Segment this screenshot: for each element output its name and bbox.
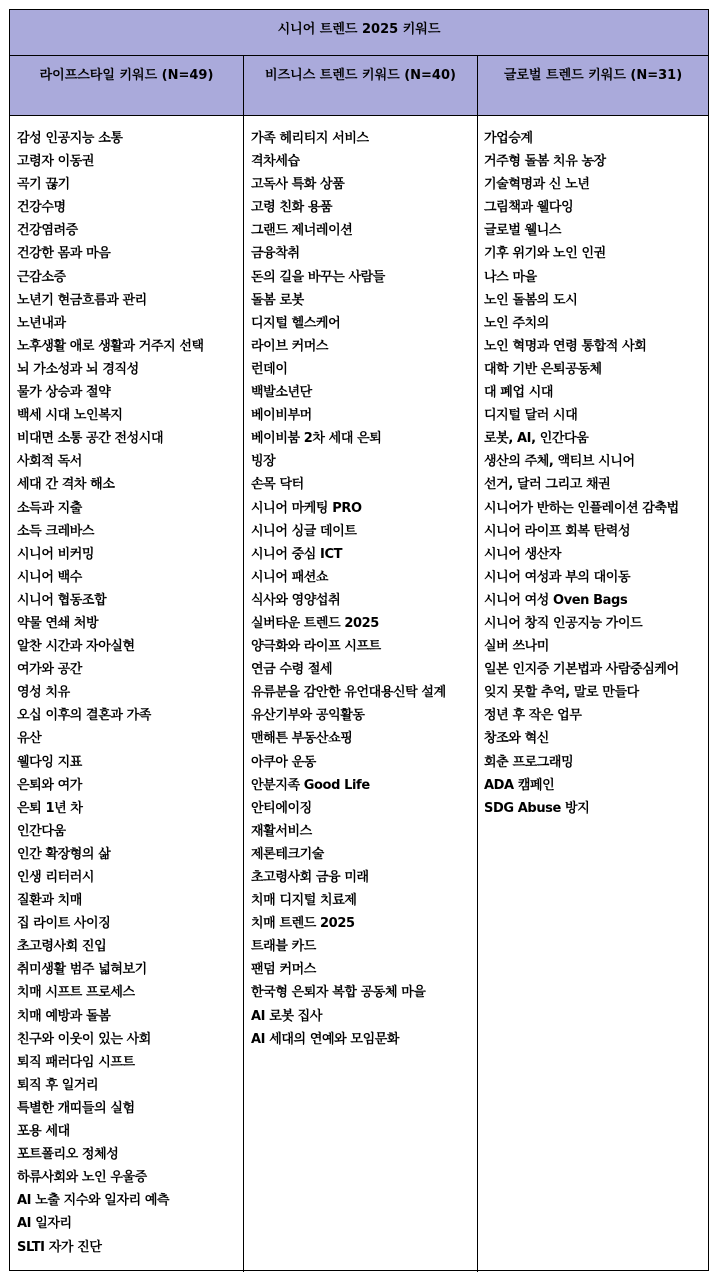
keyword-item: 노년내과 <box>17 315 66 331</box>
keyword-item: 치매 디지털 치료제 <box>251 893 357 909</box>
keyword-item: 그랜드 제너레이션 <box>251 223 353 239</box>
header-global <box>478 56 708 115</box>
keyword-item: 양극화와 라이프 시프트 <box>251 639 381 655</box>
keyword-item: 연금 수령 절세 <box>251 662 333 678</box>
keyword-item: 회춘 프로그래밍 <box>484 754 574 770</box>
keyword-item: 유산 <box>17 731 42 747</box>
keyword-item: 초고령사회 금융 미래 <box>251 870 369 885</box>
keyword-item: 시니어 여성과 부의 대이동 <box>484 569 631 585</box>
keyword-item: 백세 시대 노인복지 <box>17 408 123 424</box>
keyword-item: 돈의 길을 바꾸는 사람들 <box>251 269 385 285</box>
keyword-item: 치매 예방과 돌봄 <box>17 1008 111 1024</box>
keyword-item: 건강한 몸과 마음 <box>17 246 111 262</box>
keyword-item: 트래블 카드 <box>251 939 316 955</box>
keyword-item: 시니어 비커밍 <box>17 546 95 562</box>
keyword-item: AI 세대의 연예와 모임문화 <box>251 1031 400 1047</box>
keyword-item: 선거, 달러 그리고 채권 <box>484 477 611 493</box>
keyword-item: 대 폐업 시대 <box>484 385 554 401</box>
keyword-item: 팬덤 커머스 <box>251 962 316 978</box>
keyword-item: 가업승계 <box>484 131 533 146</box>
keyword-item: 런데이 <box>251 361 288 377</box>
global-keyword-list <box>484 127 679 820</box>
keyword-item: 시니어 협동조합 <box>17 592 107 608</box>
header-lifestyle <box>10 56 243 115</box>
keyword-item: 은퇴와 여가 <box>17 777 82 793</box>
keyword-item: SDG Abuse 방지 <box>484 800 590 816</box>
keyword-item: 고령자 이동권 <box>17 154 95 170</box>
keyword-item: 베이비붐 2차 세대 은퇴 <box>251 431 382 447</box>
keyword-item: AI 로봇 집사 <box>251 1008 322 1024</box>
keyword-item: 인생 리터러시 <box>17 870 95 885</box>
keyword-item: 빙장 <box>251 454 276 470</box>
keyword-item: 퇴직 후 일거리 <box>17 1077 99 1093</box>
keyword-item: 글로벌 웰니스 <box>484 223 562 239</box>
keyword-item: 안티에이징 <box>251 800 312 816</box>
keyword-item: 로봇, AI, 인간다움 <box>484 431 589 447</box>
keyword-item: 시니어 마케팅 PRO <box>251 500 362 516</box>
keyword-item: 영성 치유 <box>17 685 70 701</box>
keyword-item: AI 일자리 <box>17 1216 72 1232</box>
keyword-item: 가족 헤리티지 서비스 <box>251 131 369 146</box>
keyword-item: 인간 확장형의 삶 <box>17 846 111 862</box>
keyword-item: 한국형 은퇴자 복합 공동체 마을 <box>251 985 426 1001</box>
keyword-item: 디지털 달러 시대 <box>484 408 578 424</box>
keyword-item: 고독사 특화 상품 <box>251 177 345 193</box>
keyword-item: 건강염려증 <box>17 223 78 239</box>
keyword-item: 감성 인공지능 소통 <box>17 131 123 146</box>
keyword-item: 친구와 이웃이 있는 사회 <box>17 1031 151 1047</box>
keyword-item: 근감소증 <box>17 269 66 285</box>
keyword-item: 은퇴 1년 차 <box>17 800 83 816</box>
keyword-item: 오십 이후의 결혼과 가족 <box>17 708 151 724</box>
header-business <box>244 56 477 115</box>
keyword-item: 치매 시프트 프로세스 <box>17 985 135 1001</box>
keyword-item: 유류분을 감안한 유언대용신탁 설계 <box>251 685 446 701</box>
keyword-item: 사회적 독서 <box>17 454 82 470</box>
keyword-item: 하류사회와 노인 우울증 <box>17 1170 147 1186</box>
keyword-item: 실버 쓰나미 <box>484 639 549 655</box>
keyword-item: 초고령사회 진입 <box>17 939 107 955</box>
keyword-item: 질환과 치매 <box>17 893 82 909</box>
keyword-item: 기술혁명과 신 노년 <box>484 177 590 193</box>
keyword-item: 시니어 중심 ICT <box>251 546 343 562</box>
keyword-item: 금융착취 <box>251 246 300 262</box>
keyword-item: 약물 연쇄 처방 <box>17 615 99 631</box>
lifestyle-keyword-list <box>17 127 204 1259</box>
table-title: 시니어 트렌드 2025 키워드 <box>277 22 441 37</box>
keyword-item: 물가 상승과 절약 <box>17 385 111 401</box>
keyword-item: 곡기 끊기 <box>17 177 70 193</box>
keyword-item: 식사와 영양섭취 <box>251 592 341 608</box>
keyword-item: 안분지족 Good Life <box>251 777 370 793</box>
keyword-item: 시니어 패션쇼 <box>251 569 329 585</box>
keyword-item: 노인 혁명과 연령 통합적 사회 <box>484 338 647 354</box>
keyword-item: 포용 세대 <box>17 1124 70 1140</box>
keyword-item: 라이브 커머스 <box>251 338 329 354</box>
keyword-item: 노인 주치의 <box>484 315 549 331</box>
keyword-item: 재활서비스 <box>251 823 312 839</box>
keyword-item: 창조와 혁신 <box>484 731 549 747</box>
keyword-item: 특별한 개띠들의 실험 <box>17 1100 135 1116</box>
keyword-item: 기후 위기와 노인 인권 <box>484 246 606 262</box>
keyword-item: 시니어 창직 인공지능 가이드 <box>484 615 643 631</box>
keyword-item: 노인 돌봄의 도시 <box>484 292 578 308</box>
keyword-item: 시니어 싱글 데이트 <box>251 523 357 539</box>
keyword-item: 치매 트렌드 2025 <box>251 916 355 932</box>
header-business-label: 비즈니스 트렌드 키워드 (N=40) <box>265 68 456 83</box>
business-keyword-list <box>251 127 446 1051</box>
keyword-item: 취미생활 범주 넓혀보기 <box>17 962 147 978</box>
keyword-item: SLTI 자가 진단 <box>17 1239 102 1255</box>
keyword-item: 그림책과 웰다잉 <box>484 200 574 216</box>
column-divider <box>243 56 244 1272</box>
keyword-item: 소득 크레바스 <box>17 523 95 539</box>
header-global-label: 글로벌 트렌드 키워드 (N=31) <box>503 68 683 83</box>
keyword-item: 돌봄 로봇 <box>251 292 304 308</box>
keyword-item: 포트폴리오 정체성 <box>17 1147 119 1163</box>
keyword-item: 잊지 못할 추억, 말로 만들다 <box>484 685 639 701</box>
keyword-table <box>9 9 709 1271</box>
keyword-item: 격차세습 <box>251 154 300 170</box>
keyword-item: 맨해튼 부동산쇼핑 <box>251 731 353 747</box>
keyword-item: 비대면 소통 공간 전성시대 <box>17 431 164 447</box>
keyword-item: 집 라이트 사이징 <box>17 916 111 932</box>
keyword-item: 유산기부와 공익활동 <box>251 708 365 724</box>
keyword-item: 아쿠아 운동 <box>251 754 316 770</box>
keyword-item: 제론테크기술 <box>251 846 324 862</box>
keyword-item: 생산의 주체, 액티브 시니어 <box>484 454 635 470</box>
table-header-row <box>10 56 708 116</box>
keyword-item: 시니어 라이프 회복 탄력성 <box>484 523 631 539</box>
keyword-item: 퇴직 패러다임 시프트 <box>17 1054 135 1070</box>
keyword-item: 건강수명 <box>17 200 66 216</box>
keyword-item: 뇌 가소성과 뇌 경직성 <box>17 361 139 377</box>
table-title-row <box>10 10 708 56</box>
keyword-item: 웰다잉 지표 <box>17 754 82 770</box>
keyword-item: 노년기 현금흐름과 관리 <box>17 292 147 308</box>
keyword-item: 여가와 공간 <box>17 662 82 678</box>
header-lifestyle-label: 라이프스타일 키워드 (N=49) <box>39 68 214 83</box>
keyword-item: 거주형 돌봄 치유 농장 <box>484 154 606 170</box>
keyword-item: 일본 인지증 기본법과 사람중심케어 <box>484 662 679 678</box>
keyword-item: 고령 친화 용품 <box>251 200 333 216</box>
keyword-item: 소득과 지출 <box>17 500 82 516</box>
keyword-item: 디지털 헬스케어 <box>251 315 341 331</box>
keyword-item: 나스 마을 <box>484 269 537 285</box>
keyword-item: 정년 후 작은 업무 <box>484 708 582 724</box>
keyword-item: 시니어 백수 <box>17 569 82 585</box>
keyword-item: 실버타운 트렌드 2025 <box>251 615 379 631</box>
keyword-item: 노후생활 애로 생활과 거주지 선택 <box>17 338 204 354</box>
keyword-item: 세대 간 격차 해소 <box>17 477 115 493</box>
keyword-item: 백발소년단 <box>251 385 312 401</box>
keyword-item: 알찬 시간과 자아실현 <box>17 639 135 655</box>
keyword-item: 대학 기반 은퇴공동체 <box>484 361 602 377</box>
column-divider <box>477 56 478 1272</box>
keyword-item: ADA 캠페인 <box>484 777 555 793</box>
keyword-item: 시니어가 반하는 인플레이션 감축법 <box>484 500 679 516</box>
keyword-item: 손목 닥터 <box>251 477 304 493</box>
keyword-item: AI 노출 지수와 일자리 예측 <box>17 1193 170 1209</box>
keyword-item: 시니어 생산자 <box>484 546 562 562</box>
keyword-item: 인간다움 <box>17 823 66 839</box>
keyword-item: 베이비부머 <box>251 408 312 424</box>
keyword-item: 시니어 여성 Oven Bags <box>484 592 628 608</box>
